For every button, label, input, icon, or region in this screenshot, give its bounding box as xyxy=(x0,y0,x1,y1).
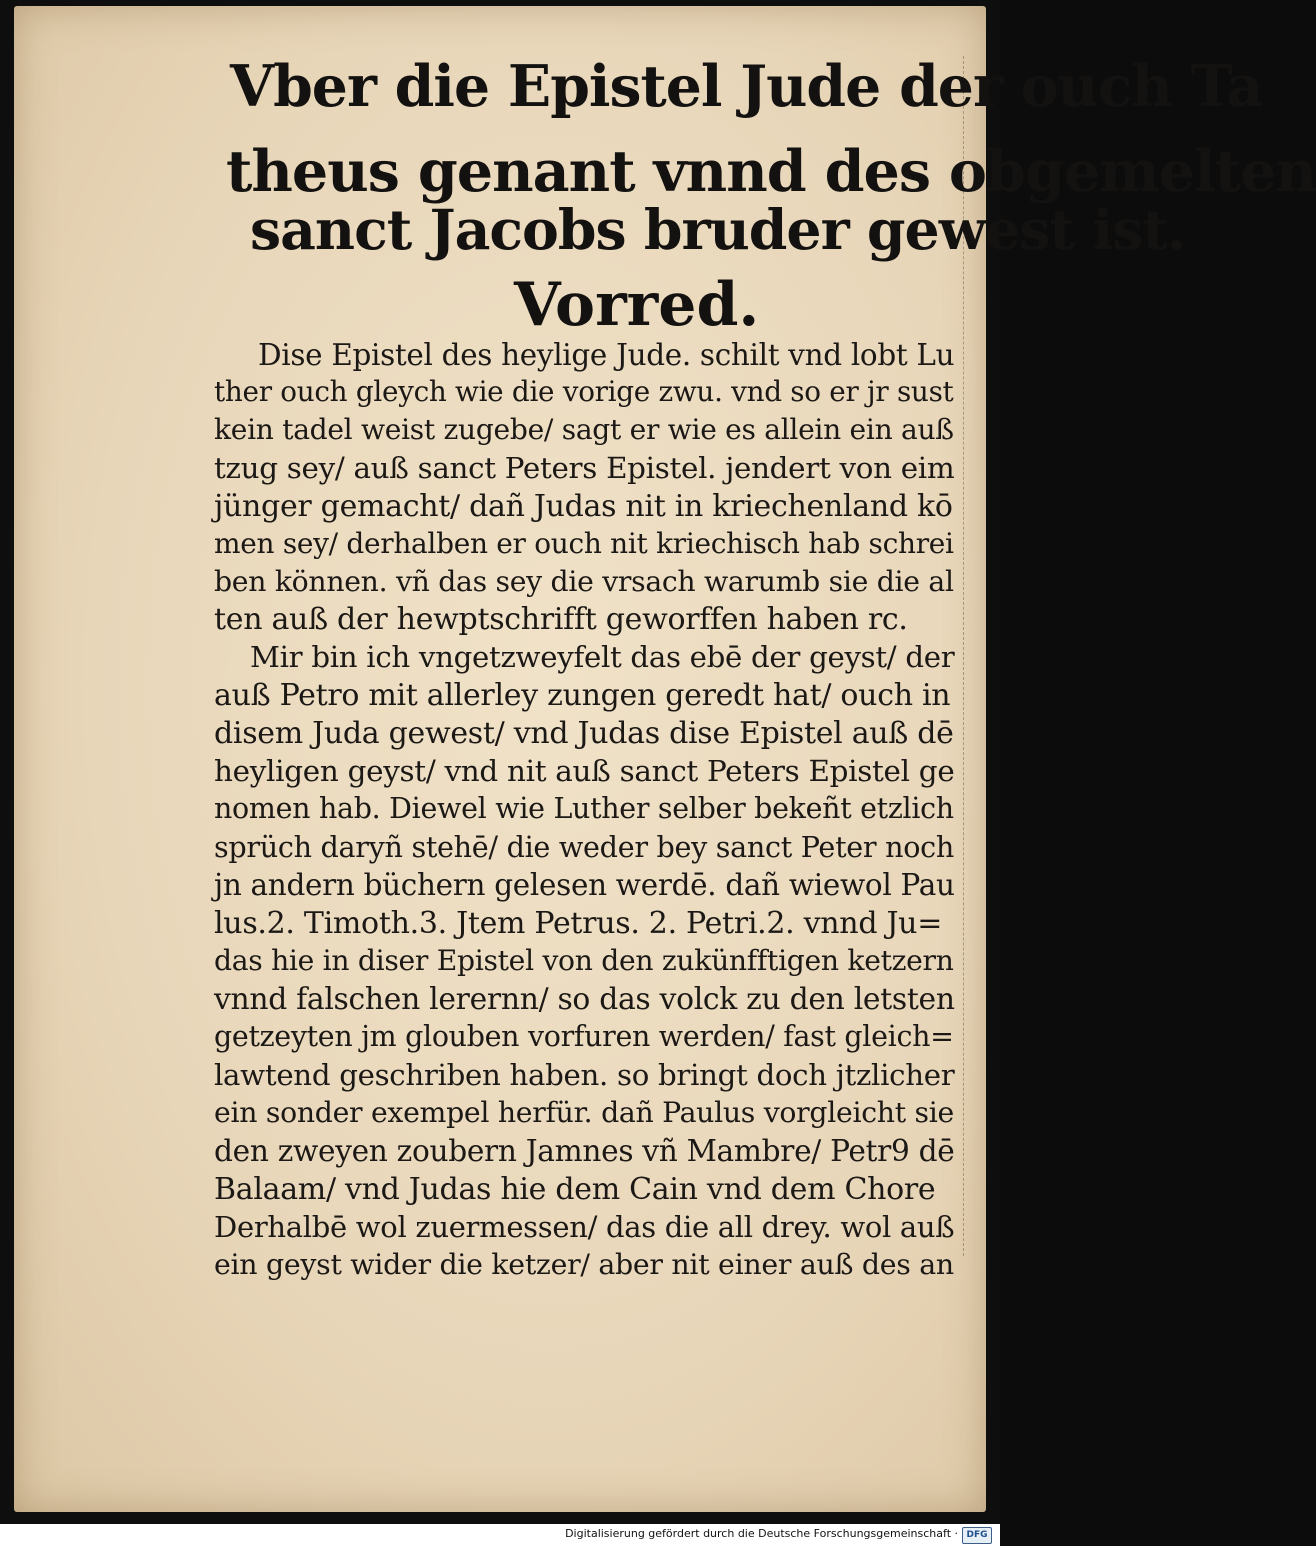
body-line: disem Juda gewest/ vnd Judas dise Epistel auß dē xyxy=(214,716,954,751)
body-line: jünger gemacht/ dañ Judas nit in kriechenland kō xyxy=(214,489,953,524)
body-line: jn andern büchern gelesen werdē. dañ wiewol Pau xyxy=(214,868,955,902)
body-line: den zweyen zoubern Jamnes vñ Mambre/ Petr9 dē xyxy=(214,1134,955,1168)
body-line: vnnd falschen lerernn/ so das volck zu den letsten xyxy=(214,982,955,1017)
body-line: nomen hab. Diewel wie Luther selber bekeñt etzlich xyxy=(214,792,954,825)
body-line: getzeyten jm glouben vorfuren werden/ fast gleich= xyxy=(214,1020,954,1053)
body-line: lawtend geschriben haben. so bringt doch jtzlicher xyxy=(214,1058,955,1092)
footer-bar xyxy=(0,1524,1000,1546)
dfg-logo-icon: DFG xyxy=(962,1527,992,1544)
title-line-3: sanct Jacobs bruder gewest ist. xyxy=(250,198,1186,263)
body-line: kein tadel weist zugebe/ sagt er wie es allein ein auß xyxy=(214,413,954,446)
body-line: ein sonder exempel herfür. dañ Paulus vorgleicht sie xyxy=(214,1096,954,1129)
section-heading: Vorred. xyxy=(514,270,760,340)
body-line: ben können. vñ das sey die vrsach warumb sie die al xyxy=(214,565,954,598)
body-line: ein geyst wider die ketzer/ aber nit einer auß des an xyxy=(214,1248,954,1281)
body-line: Derhalbē wol zuermessen/ das die all drey. wol auß xyxy=(214,1210,955,1244)
body-line: lus.2. Timoth.3. Jtem Petrus. 2. Petri.2. vnnd Ju= xyxy=(214,906,943,941)
body-line: ther ouch gleych wie die vorige zwu. vnd so er jr sust xyxy=(214,375,954,408)
footer-credit: Digitalisierung gefördert durch die Deutsche Forschungsgemeinschaft · xyxy=(565,1527,958,1540)
title-line-1: Vber die Epistel Jude der ouch Ta xyxy=(230,54,1263,120)
body-line: Dise Epistel des heylige Jude. schilt vnd lobt Lu xyxy=(258,338,955,372)
body-line: ten auß der hewptschrifft geworffen haben rc. xyxy=(214,602,908,637)
body-line: sprüch daryñ stehē/ die weder bey sanct Peter noch xyxy=(214,830,954,864)
body-line: tzug sey/ auß sanct Peters Epistel. jendert von eim xyxy=(214,451,955,485)
body-line: heyligen geyst/ vnd nit auß sanct Peters Epistel ge xyxy=(214,754,955,788)
body-line: Balaam/ vnd Judas hie dem Cain vnd dem Chore xyxy=(214,1172,936,1207)
body-line: auß Petro mit allerley zungen geredt hat/ ouch in xyxy=(214,678,951,713)
body-line: das hie in diser Epistel von den zukünfftigen ketzern xyxy=(214,944,954,977)
body-line: men sey/ derhalben er ouch nit kriechisch hab schrei xyxy=(214,527,954,560)
title-line-2: theus genant vnnd des obgemelten xyxy=(226,138,1316,205)
body-line: Mir bin ich vngetzweyfelt das ebē der geyst/ der xyxy=(250,640,955,674)
